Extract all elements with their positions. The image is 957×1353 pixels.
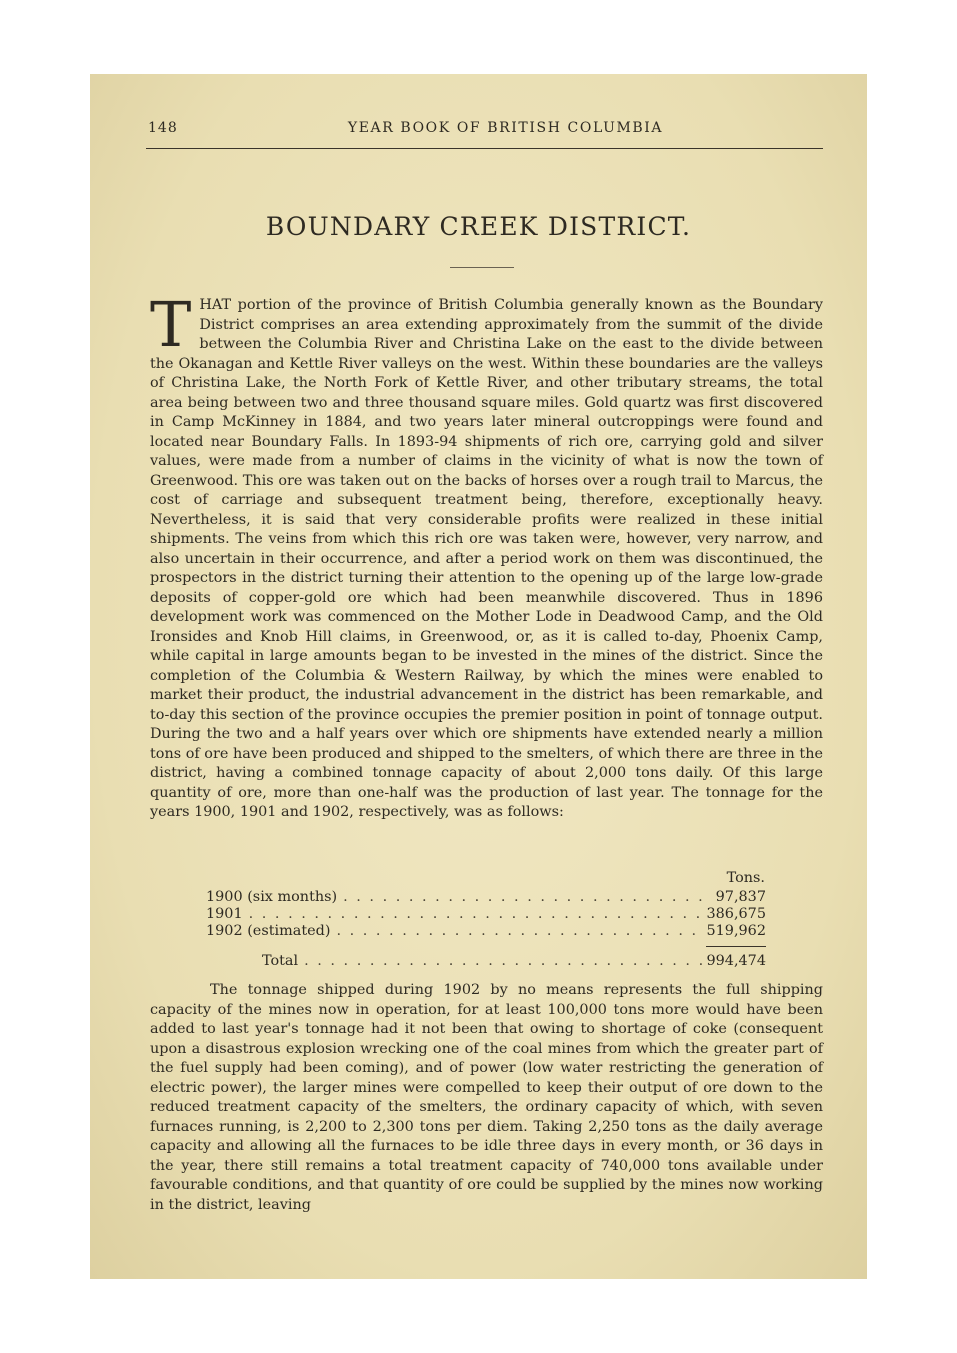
page-number: 148 [148,120,178,136]
book-page [90,74,867,1279]
running-head [148,120,823,142]
title-divider [450,267,514,268]
dot-leader [304,953,702,970]
row-value: 519,962 [706,923,766,939]
row-label: 1901 [206,906,243,922]
tonnage-table [206,870,766,970]
table-row [206,889,766,906]
table-row [206,923,766,940]
running-title: YEAR BOOK OF BRITISH COLUMBIA [347,120,664,136]
dot-leader [343,889,702,906]
tonnage-unit-header: Tons. [726,870,765,886]
paragraph-1 [150,288,823,823]
paragraph-2: The tonnage shipped during 1902 by no means represents the full shipping capacity of the mines now in operation, for at least 100,000 tons more would have been added to last year's tonnage had it not been that owing to shortage of coke (consequent upon a disastrous explosion wrecking one of the coal mines from which the greater part of the fuel supply had been coming), and of power (low water restricting the generation of electric power), the larger mines were compelled to keep their output of ore down to the reduced treatment capacity of the smelters, the ordinary capacity of which, with seven furnaces running, is 2,200 to 2,300 tons per diem. Taking 2,250 tons as the daily average capacity and allowing all the furnaces to be idle three days in every month, or 36 days in the year, there still remains a total treatment capacity of 740,000 tons available under favourable conditions, and that quantity of ore could be supplied by the mines now working in the district, leaving [150,982,823,1213]
table-row [206,906,766,923]
dot-leader [336,923,702,940]
dot-leader [249,906,702,923]
total-value: 994,474 [706,953,766,969]
header-rule [146,148,823,149]
row-value: 386,675 [706,906,766,922]
paragraph-1-text: HAT portion of the province of British Columbia generally known as the Boundary District comprises an area extending approximately from the summit of the divide between the Columbia River and Christina Lake on the east to the divide between the Okanagan and Kettle River valleys on the west. Within these boundaries are the valleys of Christina Lake, the North Fork of Kettle River, and other tributary streams, the total area being between two and three thousand square miles. Gold quartz was first discovered in Camp McKinney in 1884, and two years later mineral outcroppings were found and located near Boundary Falls. In 1893-94 shipments of rich ore, carrying gold and silver values, were made from a number of claims in the vicinity of what is now the town of Greenwood. This ore was taken out on the backs of horses over a rough trail to Marcus, the cost of carriage and subsequent treatment being, therefore, exceptionally heavy. Nevertheless, it is said that very considerable profits were realized in these initial shipments. The veins from which this rich ore was taken were, however, very narrow, and also uncertain in their occurrence, and after a period work on them was discontinued, the prospectors in the district turning their attention to the opening up of the large low-grade deposits of copper-gold ore which had been meanwhile discovered. Thus in 1896 development work was commenced on the Mother Lode in Deadwood Camp, and the Old Ironsides and Knob Hill claims, in Greenwood, or, as it is called to-day, Phoenix Camp, while capital in large amounts began to be invested in the mines of the district. Since the completion of the Columbia & Western Railway, by which the mines were enabled to market their product, the industrial advancement in the district has been remarkable, and to-day this section of the province occupies the premier position in point of tonnage output. During the two and a half years over which ore shipments have extended nearly a million tons of ore have been produced and shipped to the smelters, of which there are three in the district, having a combined tonnage capacity of about 2,000 tons daily. Of this large quantity of ore, more than one-half was the production of last year. The tonnage for the years 1900, 1901 and 1902, respectively, was as follows: [150,297,823,820]
total-row [206,953,766,970]
row-label: 1902 (estimated) [206,923,331,939]
row-label: 1900 (six months) [206,889,338,905]
row-value: 97,837 [715,889,766,905]
total-label: Total [262,953,299,969]
drop-cap: T [150,288,192,361]
total-rule [706,946,766,947]
chapter-title: BOUNDARY CREEK DISTRICT. [265,212,692,241]
